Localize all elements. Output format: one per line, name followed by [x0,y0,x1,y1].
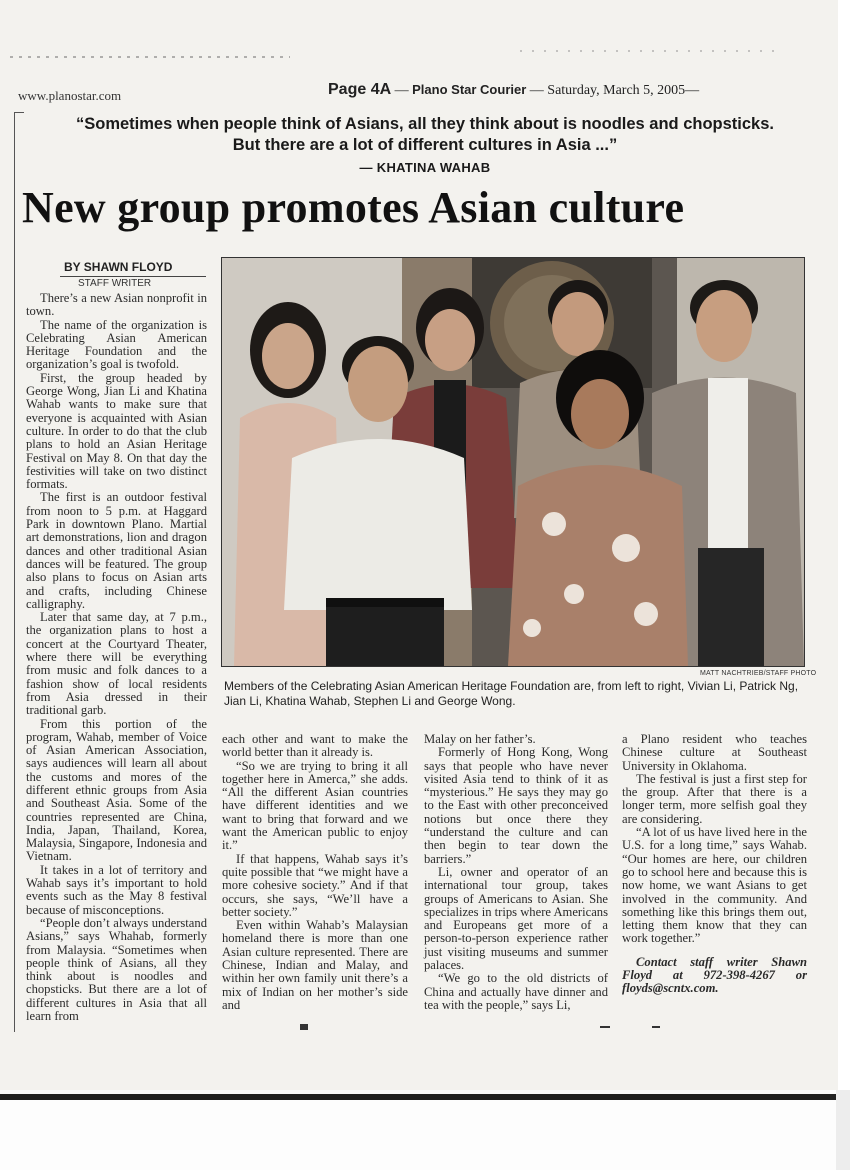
paragraph: a Plano resident who teaches Chinese culture at Southeast University in Oklahoma. [622,732,807,773]
paragraph: “People don’t always understand Asians,” says Whahab, formerly from Malaysia. “Sometimes when people think of Asians, all they think about is noodles and chopsticks. But there are a lot of different cultures in Asia that all learn from [26,915,207,1024]
byline-rule [60,276,206,277]
issue-date: — Saturday, March 5, 2005— [529,83,700,98]
paragraph: If that happens, Wahab says it’s quite possible that “we might have a more cohesive society.” And if that occurs, she says, “We’ll have a better society.” [222,851,408,919]
scan-border [0,1090,850,1170]
paragraph: Formerly of Hong Kong, Wong says that people who have never visited Asia tend to think of it as “mysterious.” He says they may go to the East with other preconceived notions but once there they “understand the culture and can then begin to tear down the barriers.” [424,745,608,866]
article-column-4 [622,733,807,996]
pull-quote [40,114,810,178]
contact-info: Contact staff writer Shawn Floyd at 972-398-4267 or floyds@scntx.com. [622,954,807,996]
print-mark [300,1024,308,1030]
paragraph: “So we are trying to bring it all together here in Amerca,” she adds. “All the different Asian countries have different identities and we want to bring that forward and we want the American public to enjoy it.” [222,758,408,853]
scan-noise [520,50,780,52]
scan-noise [10,56,290,58]
scan-border-bar [0,1094,850,1100]
paragraph: From this portion of the program, Wahab, member of Voice of Asian American Association, says audiences will learn all about the customs and mores of the different ethnic groups from Asia and Southeast Asia. Some of the countries represented are China, India, Japan, Thailand, Korea, Malaysia, Singapore, Indonesia and Vietnam. [26,716,207,864]
print-mark [652,1026,660,1028]
website-url: www.planostar.com [18,88,122,103]
group-photo [222,258,804,666]
paragraph: Later that same day, at 7 p.m., the organization plans to host a concert at the Courtyard Theater, where there will be everything from music and folk dances to a fashion show of local residents from Asia dressed in their traditional garb. [26,610,207,718]
paragraph: Malay on her father’s. [424,732,536,746]
byline: BY SHAWN FLOYD [64,260,173,274]
byline-title: STAFF WRITER [78,278,152,289]
paragraph: each other and want to make the world better than it already is. [222,732,408,760]
scan-border-corner [836,1090,850,1170]
photo-credit: MATT NACHTRIEB/STAFF PHOTO [700,670,817,677]
paragraph: The first is an outdoor festival from noon to 5 p.m. at Haggard Park in downtown Plano. Martial art demonstrations, lion and dragon dances and other traditional Asian dances will be featured. The group also plans to focus on Asian arts and crafts, including Chinese calligraphy. [26,490,207,611]
paragraph: Li, owner and operator of an international tour group, takes groups of Americans to Asian. She specializes in trips where Americans and Europeans get more of a person-to-person experience rather just visiting museums and summer palaces. [424,864,608,973]
paragraph: It takes in a lot of territory and Wahab says it’s important to hold events such as the May 8 festival because of misconceptions. [26,862,207,917]
paragraph: There’s a new Asian nonprofit in town. [26,291,207,319]
paragraph: “A lot of us have lived here in the U.S. for a long time,” says Wahab. “Our homes are here, our children go to school here and because this is now home, we want Asians to get involved in the community. And something like this brings them out, letting them know that they can work together.” [622,825,807,946]
column-rule [14,112,15,1032]
column-rule-tick [14,112,24,113]
article-column-3 [424,733,608,1012]
pull-quote-line: But there are a lot of different cultures in Asia ...” [232,136,618,154]
paragraph: First, the group headed by George Wong, Jian Li and Khatina Wahab wants to make sure that everyone is acquainted with Asian culture. In order to do that the club plans to hold an Asian Heritage Festival on May 8. On that day the festivities will take on two distinct formats. [26,370,207,492]
pull-quote-attribution: — KHATINA WAHAB [359,160,491,175]
article-column-2 [222,733,408,1012]
pull-quote-line: “Sometimes when people think of Asians, all they think about is noodles and chopsticks. [75,115,774,133]
paragraph: The festival is just a first step for the group. After that there is a longer term, more selfish goal they are considering. [622,771,807,826]
print-mark [600,1026,610,1028]
photo-caption: Members of the Celebrating Asian American Heritage Foundation are, from left to right, Vivian Li, Patrick Ng, Jian Li, Khatina Wahab, Stephen Li and George Wong. [224,679,799,708]
headline: New group promotes Asian culture [22,183,685,232]
article-column-1 [26,292,207,1023]
page-header [328,81,699,99]
group-photo-image [222,258,804,666]
page-number: Page 4A [328,81,392,98]
paragraph: “We go to the old districts of China and actually have dinner and tea with the people,” says Li, [424,971,608,1012]
header-dash: — [394,83,409,98]
paragraph: Even within Wahab’s Malaysian homeland there is more than one Asian culture represented. There are Chinese, Indian and Malay, and within her own family unit there’s a mix of Indian on her mother’s side and [222,918,408,1012]
newspaper-name: Plano Star Courier [412,82,527,97]
paragraph: The name of the organization is Celebrating Asian American Heritage Foundation and the organization’s goal is twofold. [26,317,207,372]
